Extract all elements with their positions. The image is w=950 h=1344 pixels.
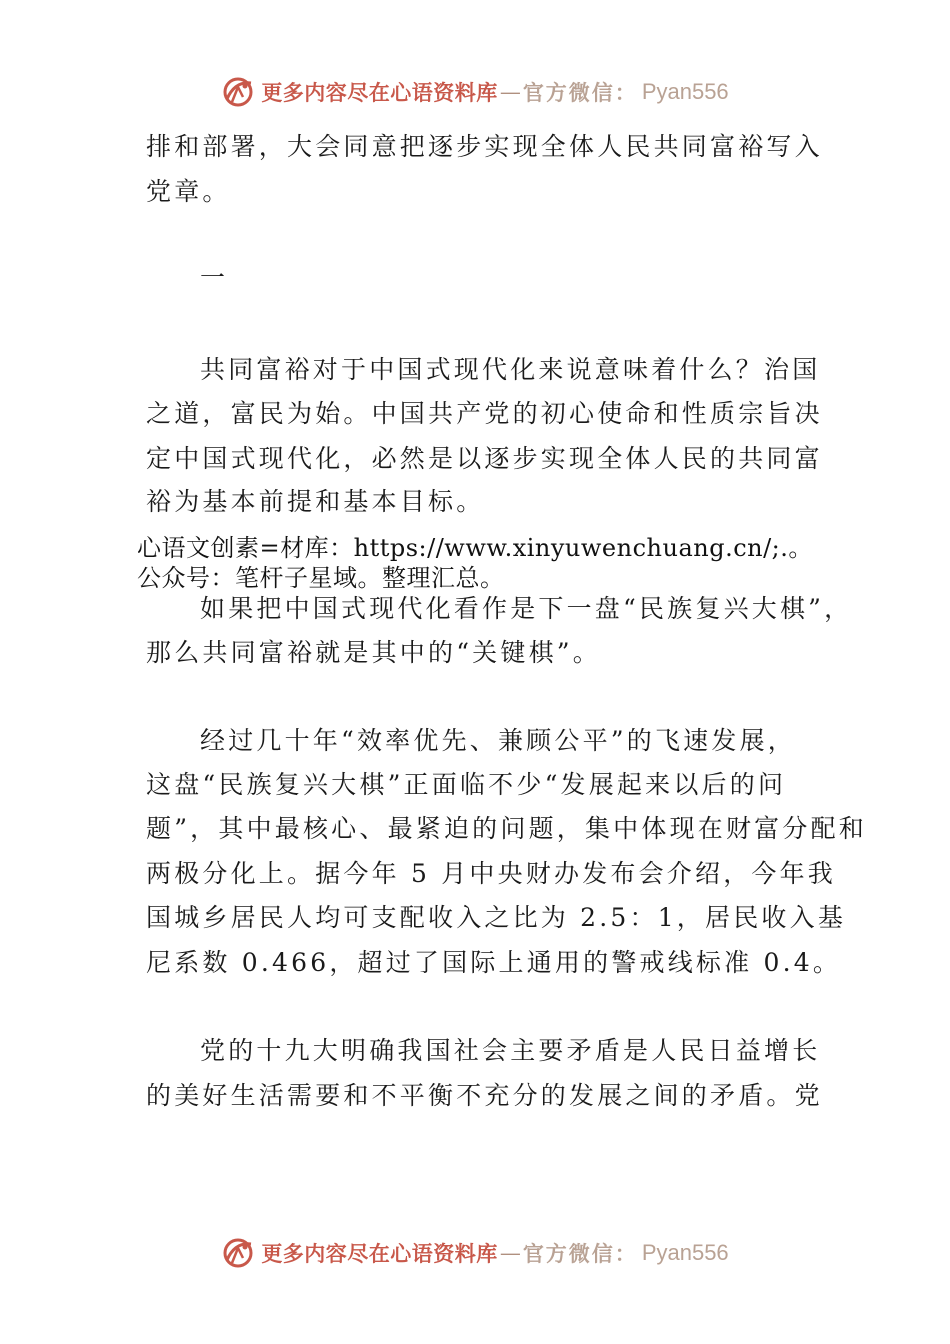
p0-line-1: 排和部署，大会同意把逐步实现全体人民共同富裕写入 — [146, 132, 823, 161]
brand-logo-icon — [221, 75, 255, 109]
banner-brand-text: 更多内容尽在心语资料库 — [261, 1241, 498, 1266]
p3-line-1: 经过几十年“效率优先、兼顾公平”的飞速发展， — [200, 726, 796, 755]
insert-line-2: 公众号：笔杆子星域。整理汇总。 — [137, 564, 505, 592]
p2-line-1: 如果把中国式现代化看作是下一盘“民族复兴大棋”， — [200, 594, 853, 623]
p1-line-4: 裕为基本前提和基本目标。 — [146, 487, 485, 516]
p4-line-2: 的美好生活需要和不平衡不充分的发展之间的矛盾。党 — [146, 1081, 823, 1110]
banner-wechat-label: 官方微信： — [522, 80, 638, 105]
p1-line-2: 之道，富民为始。中国共产党的初心使命和性质宗旨决 — [146, 399, 823, 428]
p3-line-5: 国城乡居民人均可支配收入之比为 2.5：1，居民收入基 — [146, 903, 847, 932]
banner-separator: — — [499, 80, 521, 104]
insert-line-1: 心语文创素=材库：https://www.xinyuwenchuang.cn/;.。 — [137, 534, 813, 562]
banner-separator: — — [499, 1241, 521, 1265]
header-banner — [0, 70, 950, 114]
footer-banner — [0, 1231, 950, 1275]
section-marker: 一 — [200, 263, 229, 292]
banner-brand-text: 更多内容尽在心语资料库 — [261, 80, 498, 105]
p2-line-2: 那么共同富裕就是其中的“关键棋”。 — [146, 638, 601, 667]
brand-logo-icon — [221, 1236, 255, 1270]
p0-line-2: 党章。 — [146, 177, 231, 206]
p3-line-3: 题”，其中最核心、最紧迫的问题，集中体现在财富分配和 — [146, 814, 867, 843]
banner-wechat-id: Pyan556 — [641, 1240, 729, 1265]
p3-line-6: 尼系数 0.466，超过了国际上通用的警戒线标准 0.4。 — [146, 948, 842, 977]
p4-line-1: 党的十九大明确我国社会主要矛盾是人民日益增长 — [200, 1036, 821, 1065]
banner-wechat-label: 官方微信： — [522, 1241, 638, 1266]
p1-line-1: 共同富裕对于中国式现代化来说意味着什么？治国 — [200, 355, 821, 384]
p1-line-3: 定中国式现代化，必然是以逐步实现全体人民的共同富 — [146, 444, 823, 473]
p3-line-2: 这盘“民族复兴大棋”正面临不少“发展起来以后的问 — [146, 770, 787, 799]
p3-line-4: 两极分化上。据今年 5 月中央财办发布会介绍，今年我 — [146, 859, 837, 888]
banner-wechat-id: Pyan556 — [641, 79, 729, 104]
